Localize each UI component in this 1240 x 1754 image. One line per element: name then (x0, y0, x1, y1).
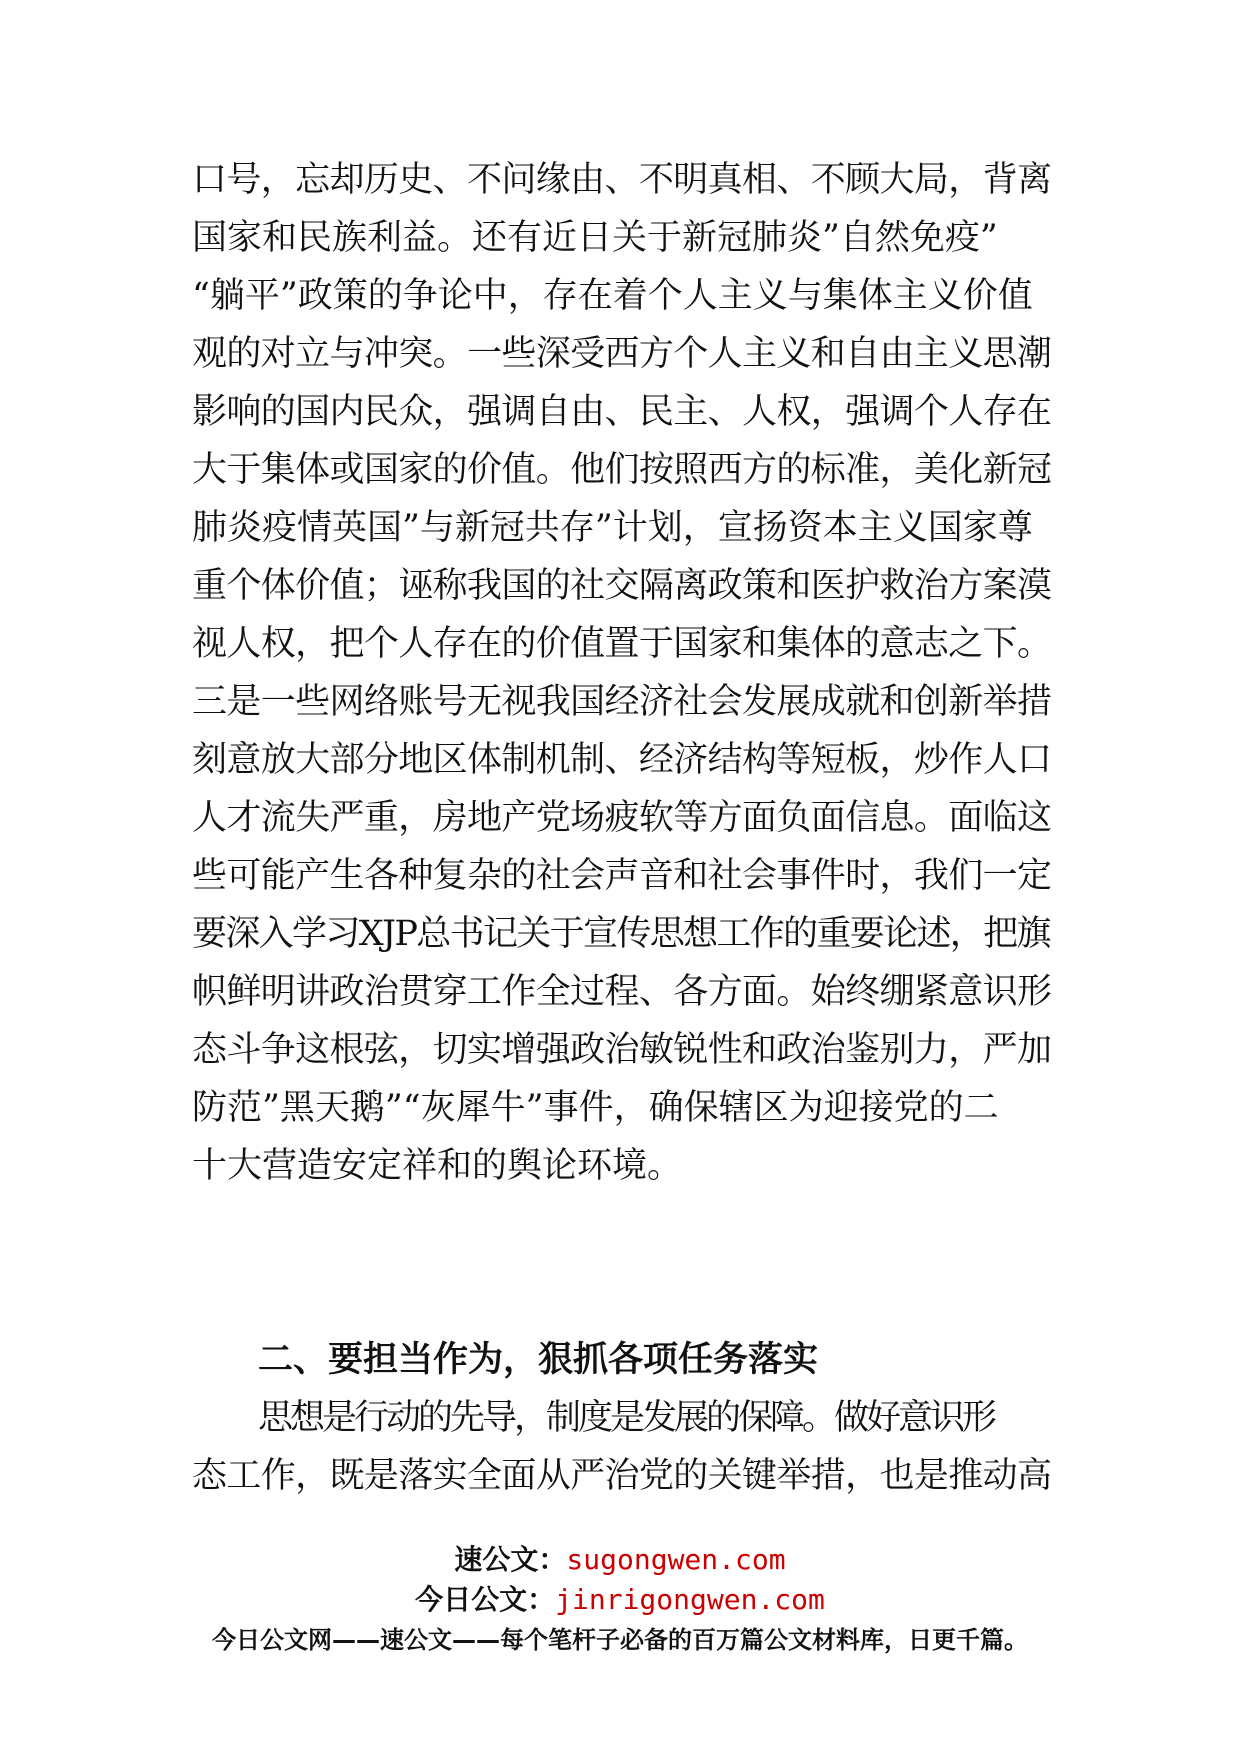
body-line: 刻意放大部分地区体制机制、经济结构等短板，炒作人口 (192, 740, 1052, 780)
body-line: 影响的国内民众，强调自由、民主、人权，强调个人存在 (192, 392, 1052, 432)
body-line: 思想是行动的先导，制度是发展的保障。做好意识形 (258, 1398, 995, 1438)
footer-link-sugongwen[interactable]: sugongwen.com (566, 1543, 786, 1576)
body-line: 十大营造安定祥和的舆论环境。 (192, 1146, 683, 1186)
body-line: 态斗争这根弦，切实增强政治敏锐性和政治鉴别力，严加 (192, 1030, 1052, 1070)
body-line: 要深入学习XJP总书记关于宣传思想工作的重要论述，把旗 (192, 914, 1050, 954)
body-line: 肺炎疫情英国”与新冠共存”计划，宣扬资本主义国家尊 (192, 508, 1033, 548)
body-line: 防范”黑天鹅”“灰犀牛”事件，确保辖区为迎接党的二 (192, 1088, 999, 1128)
body-line: 大于集体或国家的价值。他们按照西方的标准，美化新冠 (192, 450, 1052, 490)
body-line: 重个体价值；诬称我国的社交隔离政策和医护救治方案漠 (192, 566, 1052, 606)
section-heading: 二、要担当作为，狠抓各项任务落实 (258, 1340, 819, 1380)
body-line: 三是一些网络账号无视我国经济社会发展成就和创新举措 (192, 682, 1052, 722)
body-line: 视人权，把个人存在的价值置于国家和集体的意志之下。 (192, 624, 1052, 664)
footer-label: 速公文： (454, 1543, 567, 1576)
footer-line-jinrigongwen (0, 1578, 1240, 1618)
body-line: 态工作，既是落实全面从严治党的关键举措，也是推动高 (192, 1456, 1052, 1496)
footer-line-sugongwen (0, 1538, 1240, 1578)
body-line: 些可能产生各种复杂的社会声音和社会事件时，我们一定 (192, 856, 1052, 896)
body-line: 观的对立与冲突。一些深受西方个人主义和自由主义思潮 (192, 334, 1052, 374)
body-line: 口号，忘却历史、不问缘由、不明真相、不顾大局，背离 (192, 160, 1052, 200)
body-line: 人才流失严重，房地产党场疲软等方面负面信息。面临这 (192, 798, 1052, 838)
footer-label: 今日公文： (415, 1583, 556, 1616)
body-line: 帜鲜明讲政治贯穿工作全过程、各方面。始终绷紧意识形 (192, 972, 1052, 1012)
body-line: “躺平”政策的争论中，存在着个人主义与集体主义价值 (192, 276, 1033, 316)
body-line: 国家和民族利益。还有近日关于新冠肺炎”自然免疫” (192, 218, 998, 258)
footer-link-jinrigongwen[interactable]: jinrigongwen.com (555, 1583, 825, 1616)
footer-tagline: 今日公文网——速公文——每个笔杆子必备的百万篇公文材料库，日更千篇。 (212, 1626, 1028, 1654)
